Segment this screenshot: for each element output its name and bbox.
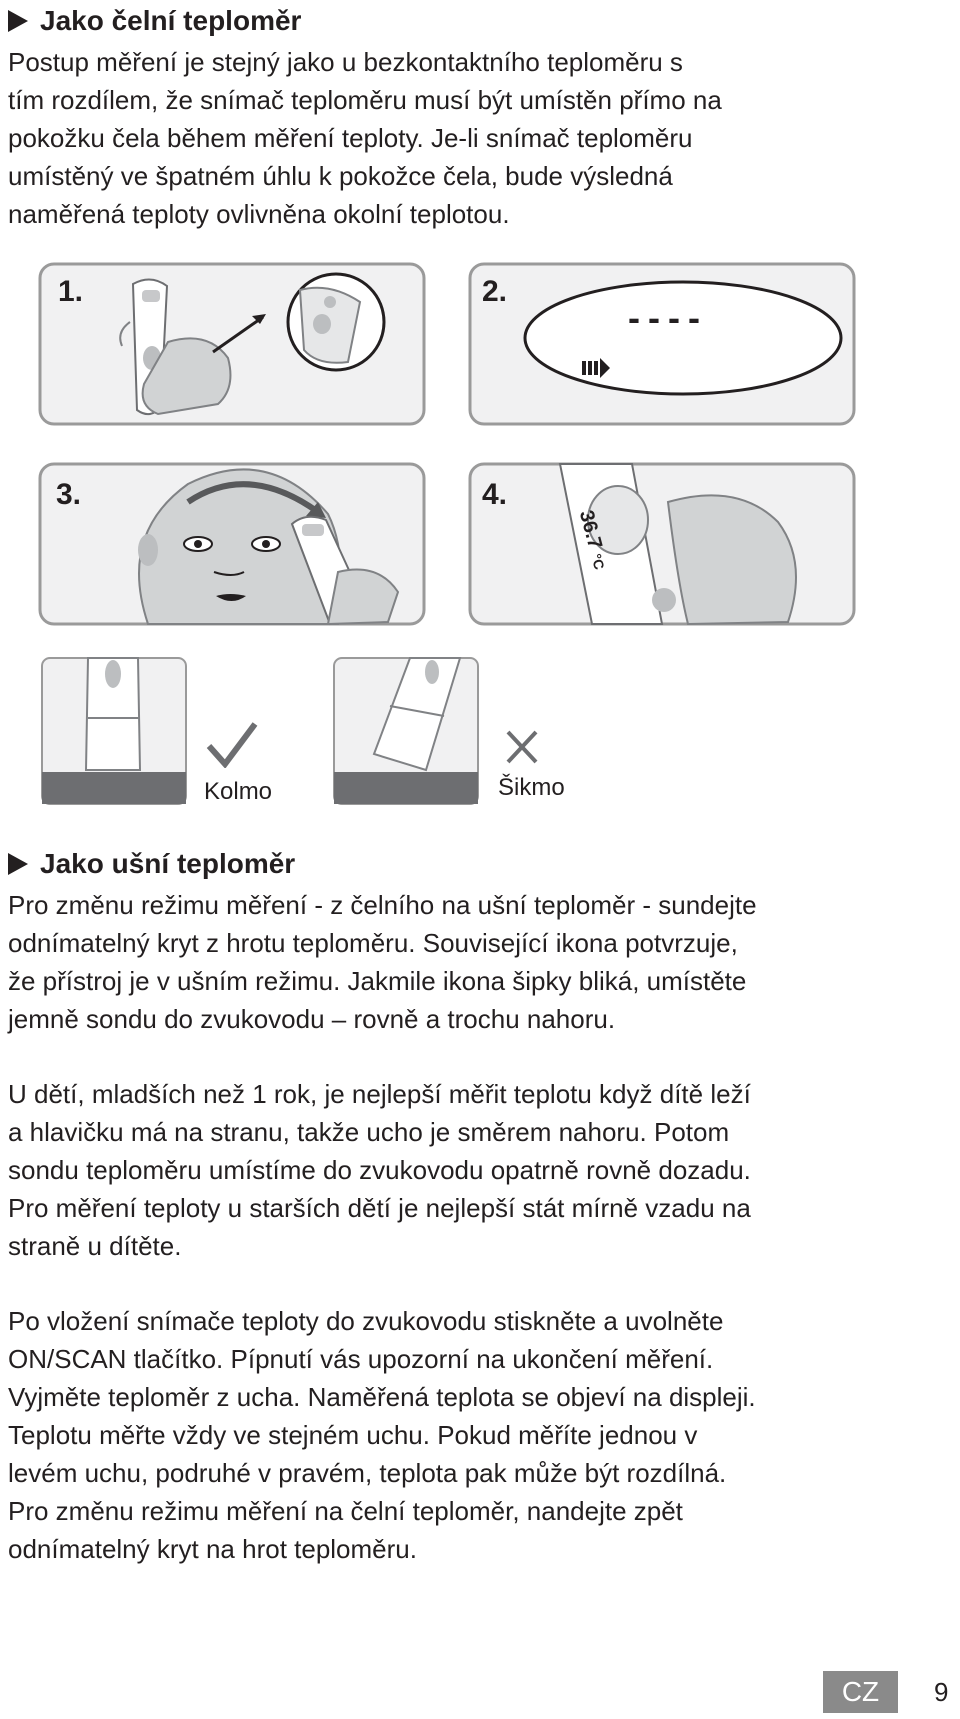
angle-correct-label: Kolmo xyxy=(204,778,273,805)
text-line: sondu teploměru umístíme do zvukovodu opatrně rovně dozadu. xyxy=(8,1155,751,1185)
reading-unit: °C xyxy=(588,552,608,572)
bullet-triangle-icon xyxy=(8,10,28,32)
text-line: Po vložení snímače teploty do zvukovodu stiskněte a uvolněte xyxy=(8,1306,724,1336)
section-heading-text: Jako čelní teploměr xyxy=(40,5,302,36)
text-line: jemně sondu do zvukovodu – rovně a trochu nahoru. xyxy=(8,1004,616,1034)
section-heading-forehead xyxy=(8,4,301,38)
figure-number: 2. xyxy=(482,275,508,308)
ear-paragraph-3 xyxy=(8,1302,948,1568)
display-dashes: ---- xyxy=(628,297,708,338)
text-line: Postup měření je stejný jako u bezkontaktního teploměru s xyxy=(8,47,683,77)
text-line: tím rozdílem, že snímač teploměru musí být umístěn přímo na xyxy=(8,85,722,115)
figure-number: 4. xyxy=(482,478,508,511)
text-line: Pro změnu režimu měření - z čelního na ušní teploměr - sundejte xyxy=(8,890,757,920)
text-line: naměřená teploty ovlivněna okolní teplotou. xyxy=(8,199,510,229)
checkmark-icon xyxy=(205,722,259,768)
language-badge: CZ xyxy=(823,1671,898,1713)
text-line: že přístroj je v ušním režimu. Jakmile ikona šipky bliká, umístěte xyxy=(8,966,747,996)
section-heading-text: Jako ušní teploměr xyxy=(40,848,296,879)
section-heading-ear xyxy=(8,847,295,881)
angle-incorrect-figure xyxy=(332,656,480,806)
text-line: a hlavičku má na stranu, takže ucho je směrem nahoru. Potom xyxy=(8,1117,730,1147)
page-number: 9 xyxy=(934,1677,949,1707)
figure-step-3 xyxy=(38,462,426,626)
text-line: ON/SCAN tlačítko. Pípnutí vás upozorní na ukončení měření. xyxy=(8,1344,714,1374)
text-line: Vyjměte teploměr z ucha. Naměřená teplota se objeví na displeji. xyxy=(8,1382,756,1412)
figure-step-4 xyxy=(468,462,856,626)
text-line: U dětí, mladších než 1 rok, je nejlepší měřit teplotu když dítě leží xyxy=(8,1079,751,1109)
text-line: pokožku čela během měření teploty. Je-li snímač teploměru xyxy=(8,123,693,153)
ear-paragraph-2 xyxy=(8,1075,948,1265)
text-line: odnímatelný kryt na hrot teploměru. xyxy=(8,1534,417,1564)
angle-correct-figure xyxy=(40,656,188,806)
text-line: Pro měření teploty u starších dětí je nejlepší stát mírně vzadu na xyxy=(8,1193,751,1223)
figure-step-2 xyxy=(468,262,856,426)
angle-incorrect-label: Šikmo xyxy=(498,774,565,801)
text-line: Teplotu měřte vždy ve stejném uchu. Pokud měříte jednou v xyxy=(8,1420,698,1450)
zoomed-probe-illustration xyxy=(288,274,384,370)
bullet-triangle-icon xyxy=(8,853,28,875)
text-line: umístěný ve špatném úhlu k pokožce čela, bude výsledná xyxy=(8,161,673,191)
text-line: straně u dítěte. xyxy=(8,1231,182,1261)
text-line: Pro změnu režimu měření na čelní teploměr, nandejte zpět xyxy=(8,1496,683,1526)
figure-step-1 xyxy=(38,262,426,426)
reading-value: 36.7 xyxy=(574,508,607,552)
figure-number: 1. xyxy=(58,275,84,308)
forehead-paragraph xyxy=(8,43,948,233)
cross-icon xyxy=(504,728,540,766)
figure-number: 3. xyxy=(56,478,82,511)
text-line: levém uchu, podruhé v pravém, teplota pak může být rozdílná. xyxy=(8,1458,727,1488)
text-line: odnímatelný kryt z hrotu teploměru. Související ikona potvrzuje, xyxy=(8,928,738,958)
ear-paragraph-1 xyxy=(8,886,948,1038)
